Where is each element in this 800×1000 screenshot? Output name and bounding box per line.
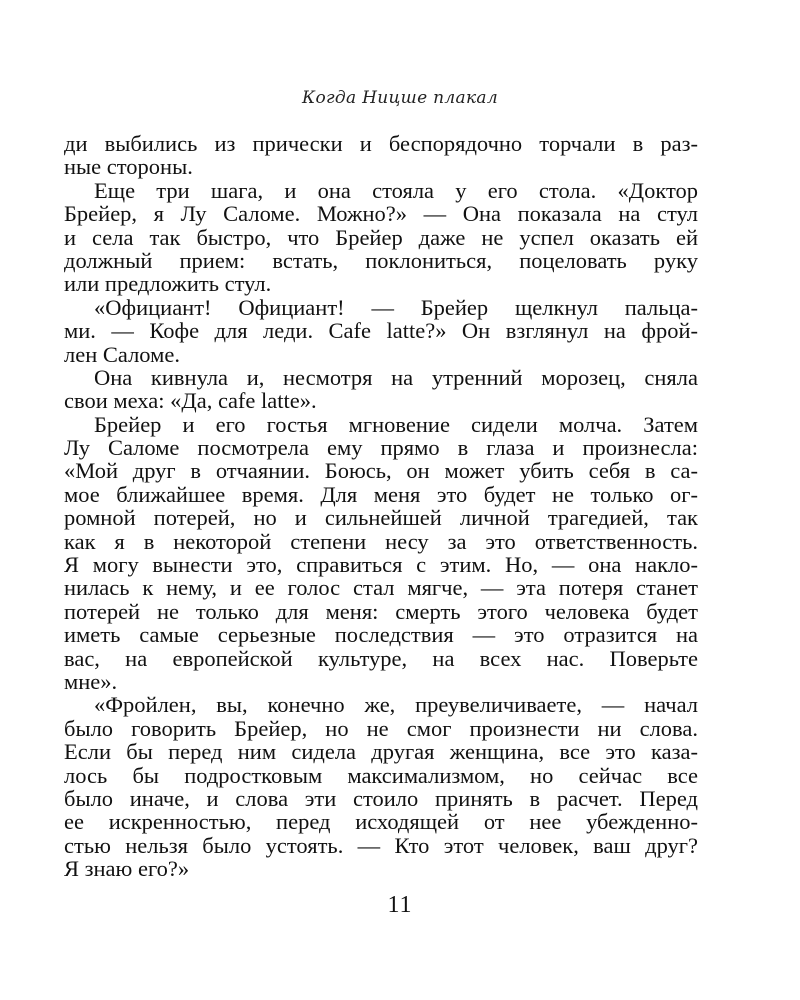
text-line: Если бы перед ним сидела другая женщина, все это каза-: [64, 739, 698, 765]
text-line: иметь самые серьезные последствия — это отразится на: [64, 622, 698, 648]
text-line: Я знаю его?»: [64, 856, 190, 882]
page-number: 11: [387, 892, 413, 918]
text-line: было иначе, и слова эти стоило принять в расчет. Перед: [64, 785, 698, 811]
text-line: лен Саломе.: [64, 341, 180, 367]
text-line: «Фройлен, вы, конечно же, преувеличиваете, — начал: [94, 692, 698, 718]
text-line: Брейер, я Лу Саломе. Можно?» — Она показала на стул: [64, 201, 698, 227]
text-line: как я в некоторой степени несу за это ответственность.: [64, 528, 698, 554]
text-line: должный прием: встать, поклониться, поцеловать руку: [64, 247, 698, 273]
text-line: или предложить стул.: [64, 271, 272, 297]
text-line: «Мой друг в отчаянии. Боюсь, он может убить себя в са-: [64, 458, 698, 484]
text-line: нилась к нему, и ее голос стал мягче, — эта потеря станет: [64, 575, 698, 601]
text-line: Брейер и его гостья мгновение сидели молча. Затем: [94, 411, 698, 437]
text-line: Лу Саломе посмотрела ему прямо в глаза и произнесла:: [64, 435, 698, 461]
running-title: Когда Ницше плакал: [302, 88, 498, 108]
text-line: стью нельзя было устоять. — Кто этот человек, ваш друг?: [64, 832, 698, 858]
text-line: ди выбились из прически и беспорядочно торчали в раз-: [64, 131, 698, 156]
text-line: Я могу вынести это, справиться с этим. Но, — она накло-: [64, 552, 698, 578]
text-line: лось бы подростковым максимализмом, но сейчас все: [64, 762, 698, 788]
body-text: [64, 132, 698, 881]
text-line: и села так быстро, что Брейер даже не успел оказать ей: [64, 224, 698, 250]
text-line: было говорить Брейер, но не смог произнести ни слова.: [64, 715, 698, 741]
text-line: мое ближайшее время. Для меня это будет не только ог-: [64, 481, 698, 507]
text-line: потерей не только для меня: смерть этого человека будет: [64, 598, 698, 624]
text-line: свои меха: «Да, cafe latte».: [64, 388, 317, 414]
text-line: Еще три шага, и она стояла у его стола. «Доктор: [94, 177, 698, 203]
text-line: мне».: [64, 668, 118, 694]
text-line: ми. — Кофе для леди. Cafe latte?» Он взглянул на фрой-: [64, 318, 698, 344]
text-line: ее искренностью, перед исходящей от нее убежденно-: [64, 809, 698, 835]
text-line: ные стороны.: [64, 154, 193, 180]
text-line: Она кивнула и, несмотря на утренний морозец, сняла: [94, 364, 698, 390]
text-line: ромной потерей, но и сильнейшей личной трагедией, так: [64, 505, 698, 531]
text-line: «Официант! Официант! — Брейер щелкнул пальца-: [94, 294, 698, 320]
text-line: вас, на европейской культуре, на всех нас. Поверьте: [64, 645, 698, 671]
